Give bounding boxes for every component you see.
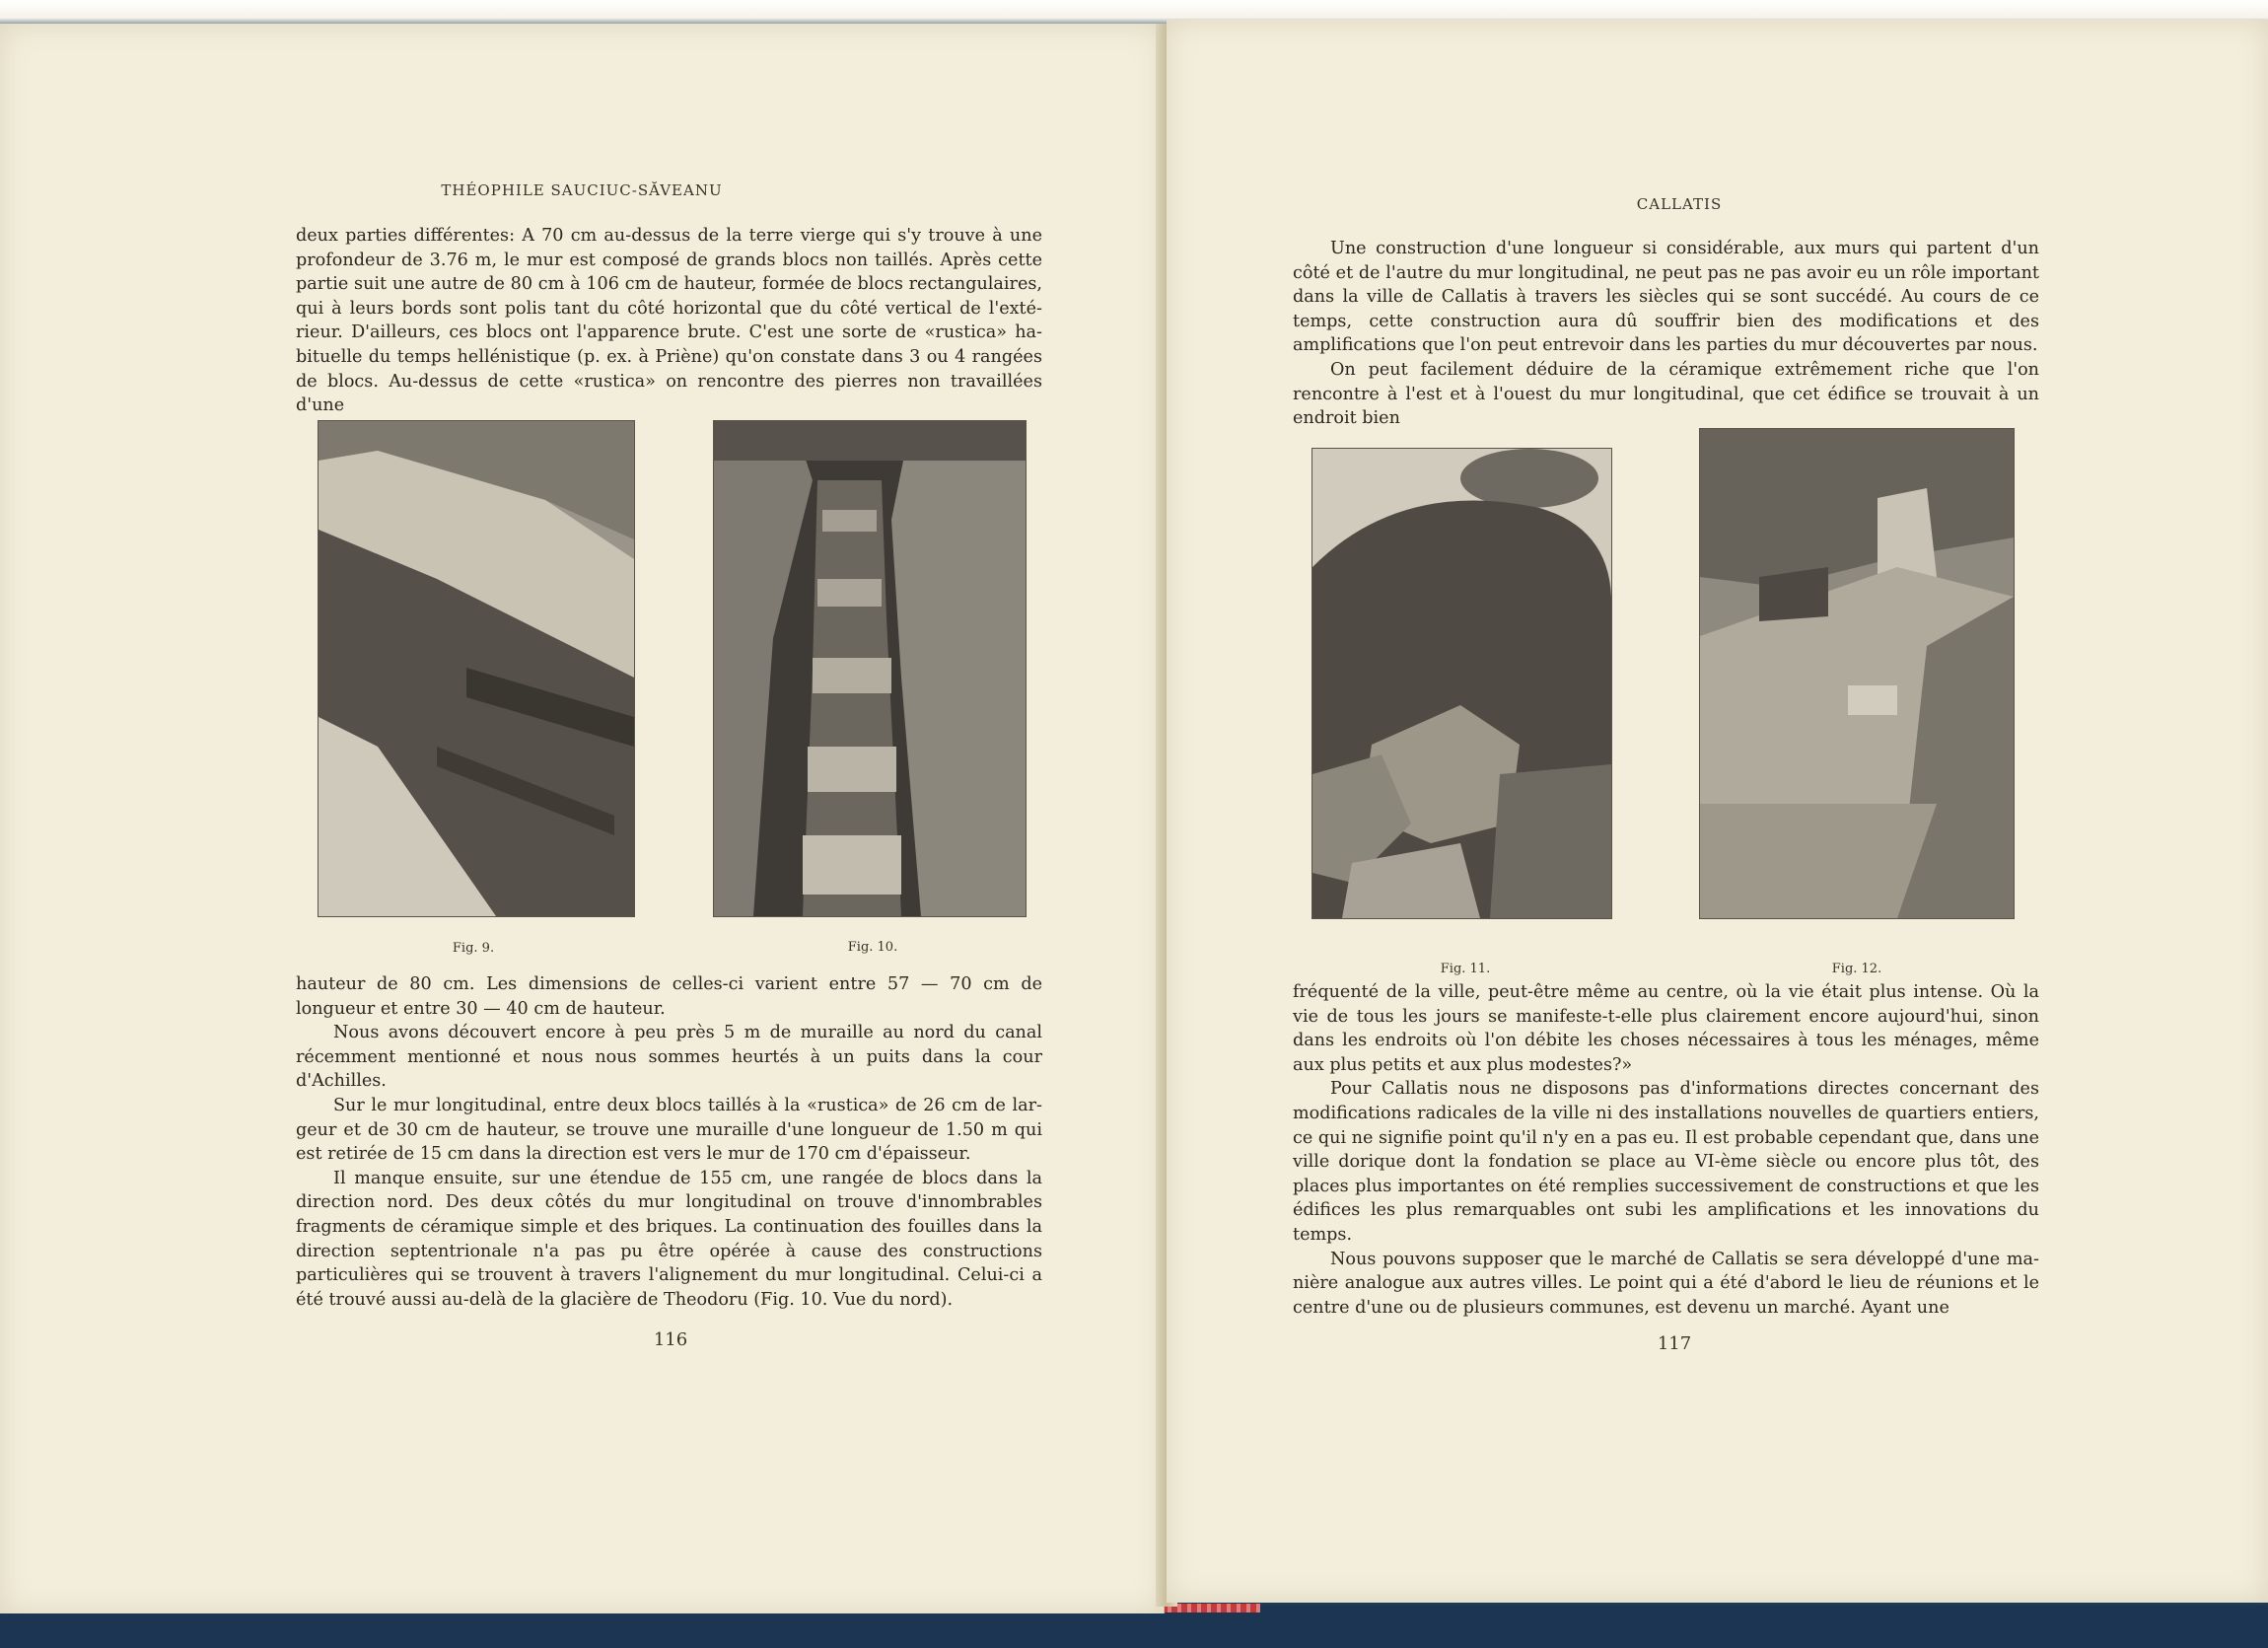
page-number: 117 [1657,1333,1692,1354]
paragraph: Nous avons découvert encore à peu près 5 m de muraille au nord du canal récemment mentionné et nous nous sommes heurtés à un puits dans la cour d'Achilles. [296,1023,1042,1092]
running-head: THÉOPHILE SAUCIUC-SĂVEANU [441,181,723,199]
page-number: 116 [653,1329,688,1350]
paragraph: hauteur de 80 cm. Les dimensions de celles-ci varient entre 57 — 70 cm de longueur et entre 30 — 40 cm de hauteur. [296,974,1042,1019]
paragraph: fréquenté de la ville, peut-être même au centre, où la vie était plus intense. Où la vie de tous les jours se manifeste-t-elle plus clairement encore aujourd'hui, sinon dans les endroits où l'on débite les choses nécessaires à tous les ménages, même aux plus petits et aux plus modestes?» [1293,982,2039,1075]
left-page [0,24,1165,1613]
paragraph: Une construction d'une longueur si considérable, aux murs qui partent d'un côté et de l'autre du mur longitudinal, ne peut pas ne pas avoir eu un rôle important dans la ville de Callatis à travers les siècles qui se sont succédé. Au cours de ce temps, cette construction aura dû souffrir bien des modifications et des amplifications que l'on peut entrevoir dans les parties du mur découvertes par nous. [1293,239,2039,356]
paragraph: Sur le mur longitudinal, entre deux blocs taillés à la «rustica» de 26 cm de largeur et de 30 cm de hauteur, se trouve une muraille d'une longueur de 1.50 m qui est retirée de 15 cm dans la direction est vers le mur de 170 cm d'épaisseur. [296,1095,1042,1165]
paragraph: On peut facilement déduire de la céramique extrêmement riche que l'on rencontre à l'est et à l'ouest du mur longitudinal, que cet édifice se trouvait à un endroit bien [1293,359,2039,429]
running-head: CALLATIS [1636,195,1723,213]
text-block-top [1293,237,2039,431]
figure-11-caption: Fig. 11. [1440,962,1491,976]
text-block-bottom [296,972,1042,1312]
figure-11-photo [1311,448,1612,919]
figure-10-caption: Fig. 10. [847,940,898,955]
figure-10-photo [713,420,1027,917]
paragraph: Nous pouvons supposer que le marché de Callatis se sera développé d'une manière analogue aux autres villes. Le point qui a été d'abord le lieu de réunions et le centre d'une ou de plusieurs communes, est devenu un marché. Ayant une [1293,1249,2039,1318]
figure-12-caption: Fig. 12. [1831,962,1882,976]
figure-9-caption: Fig. 9. [452,941,495,956]
text-block-top [296,224,1042,418]
figure-9-photo [318,420,635,917]
right-page [1167,20,2268,1603]
paragraph: Pour Callatis nous ne disposons pas d'informations directes concernant des modifications radicales de la ville ni des installations nouvelles de quartiers entiers, ce qui ne signifie point qu'il n'y en a pas eu. Il est probable cependant que, dans une ville dorique dont la fondation se place au VI-ème siècle ou encore plus tôt, des places plus importantes on été remplies successivement de constructions et que les édifices les plus remarquables ont subi les amplifications et les innovations du temps. [1293,1079,2039,1245]
text-block-bottom [1293,980,2039,1320]
paragraph: Il manque ensuite, sur une étendue de 155 cm, une rangée de blocs dans la direction nord. Des deux côtés du mur longitudinal on trouve d'innombrables fragments de céramique simple et des briques. La continuation des fouilles dans la direction septentrionale n'a pas pu être opérée à cause des constructions particulières qui se trouvent à travers l'alignement du mur longitudinal. Celui-ci a été trouvé aussi au-delà de la glacière de Theodoru (Fig. 10. Vue du nord). [296,1168,1042,1310]
figure-12-photo [1699,428,2015,919]
paragraph: deux parties différentes: A 70 cm au-dessus de la terre vierge qui s'y trouve à une profondeur de 3.76 m, le mur est composé de grands blocs non taillés. Après cette partie suit une autre de 80 cm à 106 cm de hauteur, formée de blocs rectangulaires, qui à leurs bords sont polis tant du côté horizontal que du côté vertical de l'extérieur. D'ailleurs, ces blocs ont l'apparence brute. C'est une sorte de «rustica» habituelle du temps hellénistique (p. ex. à Priène) qu'on constate dans 3 ou 4 rangées de blocs. Au-dessus de cette «rustica» on rencontre des pierres non travaillées d'une [296,226,1042,416]
